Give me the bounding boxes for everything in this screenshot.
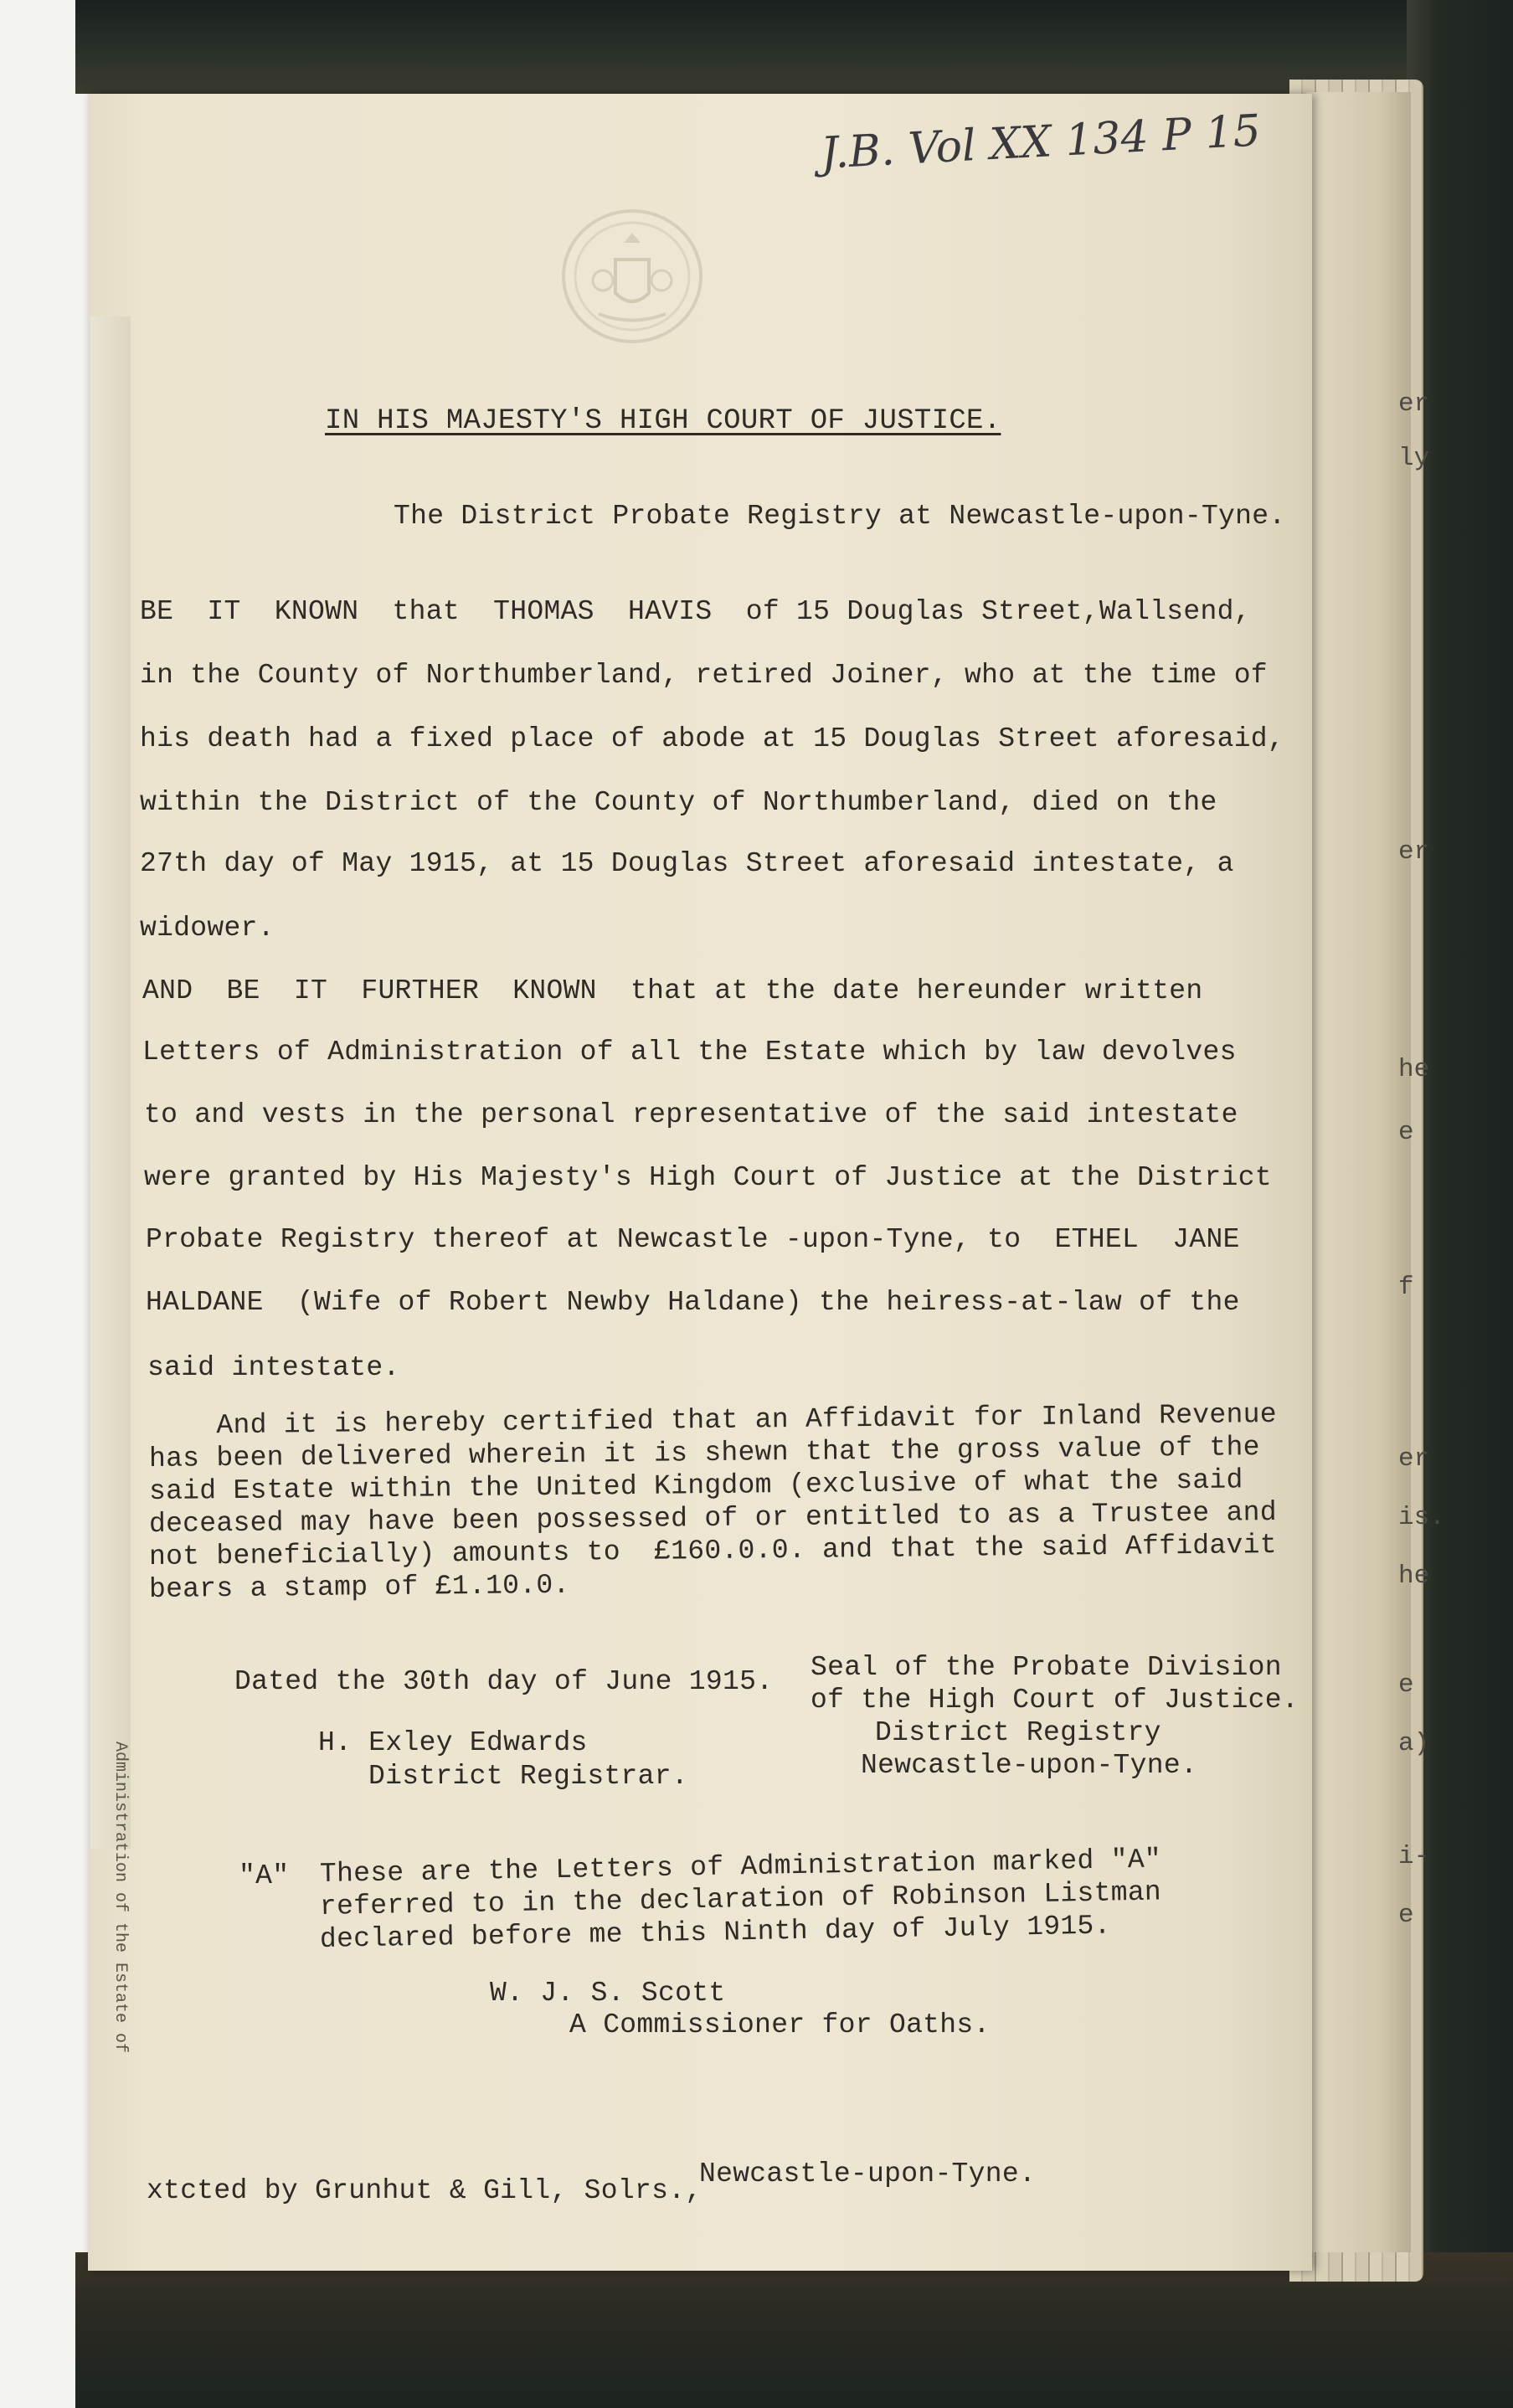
commissioner-title: A Commissioner for Oaths. bbox=[569, 2009, 991, 2040]
next-page-fragment: is. bbox=[1398, 1503, 1445, 1532]
paragraph2-line: were granted by His Majesty's High Court of Justice at the District bbox=[144, 1162, 1272, 1193]
paragraph2-line: AND BE IT FURTHER KNOWN that at the date hereunder written bbox=[142, 975, 1203, 1006]
paragraph3-line: And it is hereby certified that an Affidavit for Inland Revenue bbox=[148, 1398, 1278, 1442]
paragraph1-line: within the District of the County of Northumberland, died on the bbox=[140, 787, 1217, 818]
embossed-royal-seal-icon bbox=[557, 201, 708, 352]
exhibit-note-line: These are the Letters of Administration marked "A" bbox=[319, 1844, 1162, 1890]
paragraph1-line: his death had a fixed place of abode at 15 Douglas Street aforesaid, bbox=[140, 723, 1285, 754]
next-page-fragment: f bbox=[1398, 1273, 1414, 1302]
seal-line: Seal of the Probate Division bbox=[811, 1652, 1282, 1683]
paragraph2-line: HALDANE (Wife of Robert Newby Haldane) the heiress-at-law of the bbox=[146, 1287, 1240, 1318]
date-line: Dated the 30th day of June 1915. bbox=[234, 1666, 774, 1697]
next-page-fragment: e bbox=[1398, 1118, 1414, 1147]
paragraph3-line: bears a stamp of £1.10.0. bbox=[148, 1569, 570, 1605]
seal-line: Newcastle-upon-Tyne. bbox=[861, 1750, 1198, 1781]
commissioner-name: W. J. S. Scott bbox=[490, 1978, 726, 2009]
paragraph3-line: said Estate within the United Kingdom (exclusive of what the said bbox=[148, 1464, 1243, 1507]
next-page-fragment: a) bbox=[1398, 1729, 1430, 1758]
next-page-fragment: er bbox=[1398, 1444, 1430, 1474]
paragraph1-line: widower. bbox=[140, 913, 275, 944]
paragraph2-line: to and vests in the personal representative of the said intestate bbox=[144, 1099, 1238, 1130]
next-page-fragment: ly bbox=[1398, 444, 1430, 473]
side-strip-text: Administration of the Estate of bbox=[111, 1742, 130, 2054]
exhibit-mark: "A" bbox=[239, 1860, 290, 1891]
scanner-white-margin bbox=[0, 0, 90, 2408]
seal-line: of the High Court of Justice. bbox=[811, 1685, 1299, 1716]
inserted-slip-edge bbox=[90, 316, 131, 1849]
extracted-by-line: xtcted by Grunhut & Gill, Solrs., bbox=[147, 2175, 702, 2206]
paragraph2-line: Letters of Administration of all the Estate which by law devolves bbox=[142, 1037, 1237, 1068]
paragraph1-line: in the County of Northumberland, retired Joiner, who at the time of bbox=[140, 660, 1268, 691]
exhibit-note-line: declared before me this Ninth day of July 1915. bbox=[319, 1910, 1112, 1955]
paragraph2-line: Probate Registry thereof at Newcastle -upon-Tyne, to ETHEL JANE bbox=[146, 1224, 1240, 1255]
document-title: IN HIS MAJESTY'S HIGH COURT OF JUSTICE. bbox=[325, 405, 1001, 437]
exhibit-note-line: referred to in the declaration of Robinson Listman bbox=[319, 1876, 1162, 1922]
paragraph3-line: has been delivered wherein it is shewn that the gross value of the bbox=[148, 1432, 1260, 1474]
paragraph2-line: said intestate. bbox=[147, 1352, 400, 1383]
registry-line: The District Probate Registry at Newcastle-upon-Tyne. bbox=[394, 501, 1286, 532]
next-page-strip bbox=[1306, 92, 1445, 2252]
next-page-fragment: er bbox=[1398, 389, 1430, 419]
paragraph1-line: 27th day of May 1915, at 15 Douglas Street aforesaid intestate, a bbox=[140, 848, 1234, 879]
seal-line: District Registry bbox=[875, 1717, 1161, 1748]
next-page-fragment: i- bbox=[1398, 1842, 1430, 1871]
extracted-place: Newcastle-upon-Tyne. bbox=[699, 2158, 1037, 2189]
paragraph3-line: deceased may have been possessed of or entitled to as a Trustee and bbox=[148, 1496, 1278, 1540]
next-page-fragment: er bbox=[1398, 837, 1430, 867]
next-page-fragment: e bbox=[1398, 1901, 1414, 1930]
next-page-fragment: he bbox=[1398, 1562, 1430, 1591]
paragraph1-line: BE IT KNOWN that THOMAS HAVIS of 15 Douglas Street,Wallsend, bbox=[140, 596, 1251, 627]
next-page-fragment: e bbox=[1398, 1670, 1414, 1700]
handwritten-reference-annotation: J.B. Vol XX 134 P 15 bbox=[819, 105, 1263, 179]
next-page-fragment: he bbox=[1398, 1055, 1430, 1084]
registrar-title: District Registrar. bbox=[368, 1761, 688, 1792]
paragraph3-line: not beneficially) amounts to £160.0.0. and that the said Affidavit bbox=[148, 1529, 1278, 1572]
registrar-name: H. Exley Edwards bbox=[318, 1727, 588, 1758]
